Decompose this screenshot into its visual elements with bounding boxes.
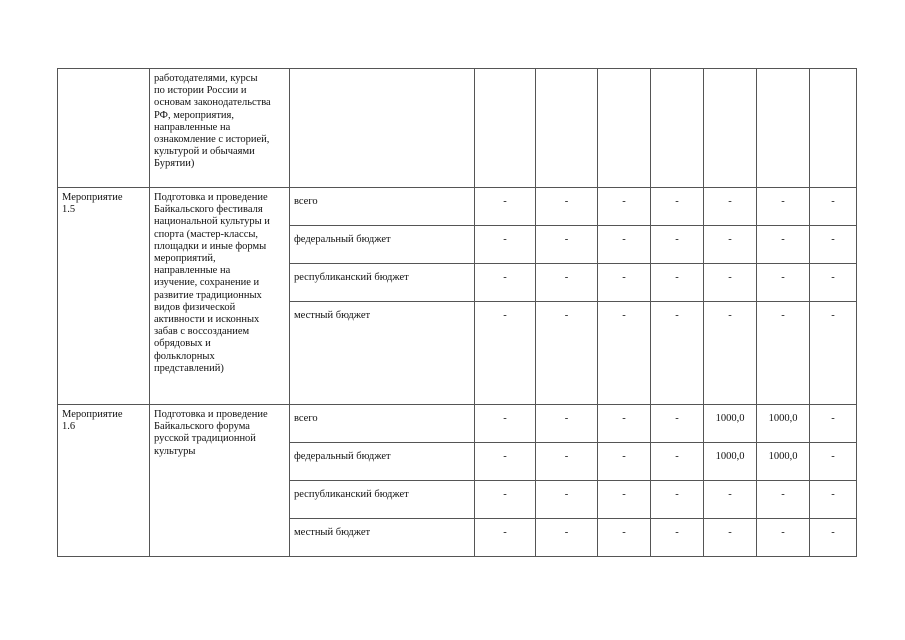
value-cell: - <box>475 188 536 226</box>
value-cell: - <box>475 481 536 519</box>
value-cell: - <box>598 302 651 405</box>
table-row <box>58 405 857 443</box>
funding-source-cell: местный бюджет <box>290 302 475 405</box>
value-cell: 1000,0 <box>704 405 757 443</box>
value-cell: - <box>757 226 810 264</box>
value-cell: - <box>757 519 810 557</box>
value-cell <box>651 69 704 188</box>
value-cell <box>810 69 857 188</box>
value-cell: - <box>598 226 651 264</box>
value-cell: - <box>651 302 704 405</box>
budget-table <box>57 68 857 557</box>
funding-source-cell: республиканский бюджет <box>290 481 475 519</box>
value-cell: - <box>757 188 810 226</box>
value-cell: - <box>536 188 598 226</box>
value-cell: - <box>536 302 598 405</box>
event-label-cell: Мероприятие 1.6 <box>58 405 150 557</box>
value-cell: - <box>757 264 810 302</box>
value-cell <box>704 69 757 188</box>
value-cell: - <box>810 405 857 443</box>
value-cell: - <box>704 226 757 264</box>
value-cell: - <box>651 188 704 226</box>
value-cell: - <box>651 226 704 264</box>
value-cell: 1000,0 <box>757 405 810 443</box>
value-cell: - <box>475 302 536 405</box>
value-cell: - <box>757 481 810 519</box>
value-cell: - <box>598 519 651 557</box>
value-cell: 1000,0 <box>757 443 810 481</box>
value-cell: - <box>651 264 704 302</box>
value-cell <box>598 69 651 188</box>
event-label-cell: Мероприятие 1.5 <box>58 188 150 405</box>
value-cell: - <box>536 481 598 519</box>
funding-source-cell: местный бюджет <box>290 519 475 557</box>
value-cell: - <box>810 481 857 519</box>
value-cell: - <box>536 519 598 557</box>
value-cell: - <box>704 481 757 519</box>
funding-source-cell: федеральный бюджет <box>290 443 475 481</box>
value-cell: - <box>475 519 536 557</box>
value-cell: - <box>704 519 757 557</box>
value-cell: - <box>810 443 857 481</box>
value-cell: - <box>536 405 598 443</box>
value-cell: - <box>598 481 651 519</box>
value-cell: - <box>704 264 757 302</box>
value-cell: - <box>475 443 536 481</box>
value-cell: - <box>475 264 536 302</box>
event-description-cell: работодателями, курсы по истории России и основам законодательства РФ, мероприятия, направленные на ознакомление с историей, культурой и обычаями Бурятии) <box>150 69 290 188</box>
value-cell: - <box>704 188 757 226</box>
value-cell: - <box>598 264 651 302</box>
funding-source-cell: республиканский бюджет <box>290 264 475 302</box>
value-cell: - <box>536 443 598 481</box>
value-cell <box>536 69 598 188</box>
value-cell: - <box>704 302 757 405</box>
funding-source-cell <box>290 69 475 188</box>
value-cell: - <box>598 188 651 226</box>
value-cell <box>757 69 810 188</box>
value-cell: - <box>536 226 598 264</box>
value-cell: 1000,0 <box>704 443 757 481</box>
value-cell: - <box>598 443 651 481</box>
value-cell: - <box>810 264 857 302</box>
value-cell: - <box>651 405 704 443</box>
table-row <box>58 188 857 226</box>
value-cell: - <box>810 302 857 405</box>
event-description-cell: Подготовка и проведение Байкальского фестиваля национальной культуры и спорта (мастер-классы, площадки и иные формы мероприятий, направленные на изучение, сохранение и развитие традиционных видов физической активности и исконных забав с воссозданием обрядовых и фольклорных представлений) <box>150 188 290 405</box>
value-cell: - <box>651 519 704 557</box>
event-label-cell <box>58 69 150 188</box>
funding-source-cell: всего <box>290 188 475 226</box>
value-cell: - <box>475 405 536 443</box>
value-cell: - <box>598 405 651 443</box>
value-cell: - <box>810 519 857 557</box>
value-cell: - <box>536 264 598 302</box>
event-description-cell: Подготовка и проведение Байкальского форума русской традиционной культуры <box>150 405 290 557</box>
value-cell: - <box>757 302 810 405</box>
funding-source-cell: федеральный бюджет <box>290 226 475 264</box>
value-cell: - <box>475 226 536 264</box>
funding-source-cell: всего <box>290 405 475 443</box>
value-cell <box>475 69 536 188</box>
value-cell: - <box>810 226 857 264</box>
table-row <box>58 69 857 188</box>
value-cell: - <box>651 443 704 481</box>
value-cell: - <box>651 481 704 519</box>
value-cell: - <box>810 188 857 226</box>
